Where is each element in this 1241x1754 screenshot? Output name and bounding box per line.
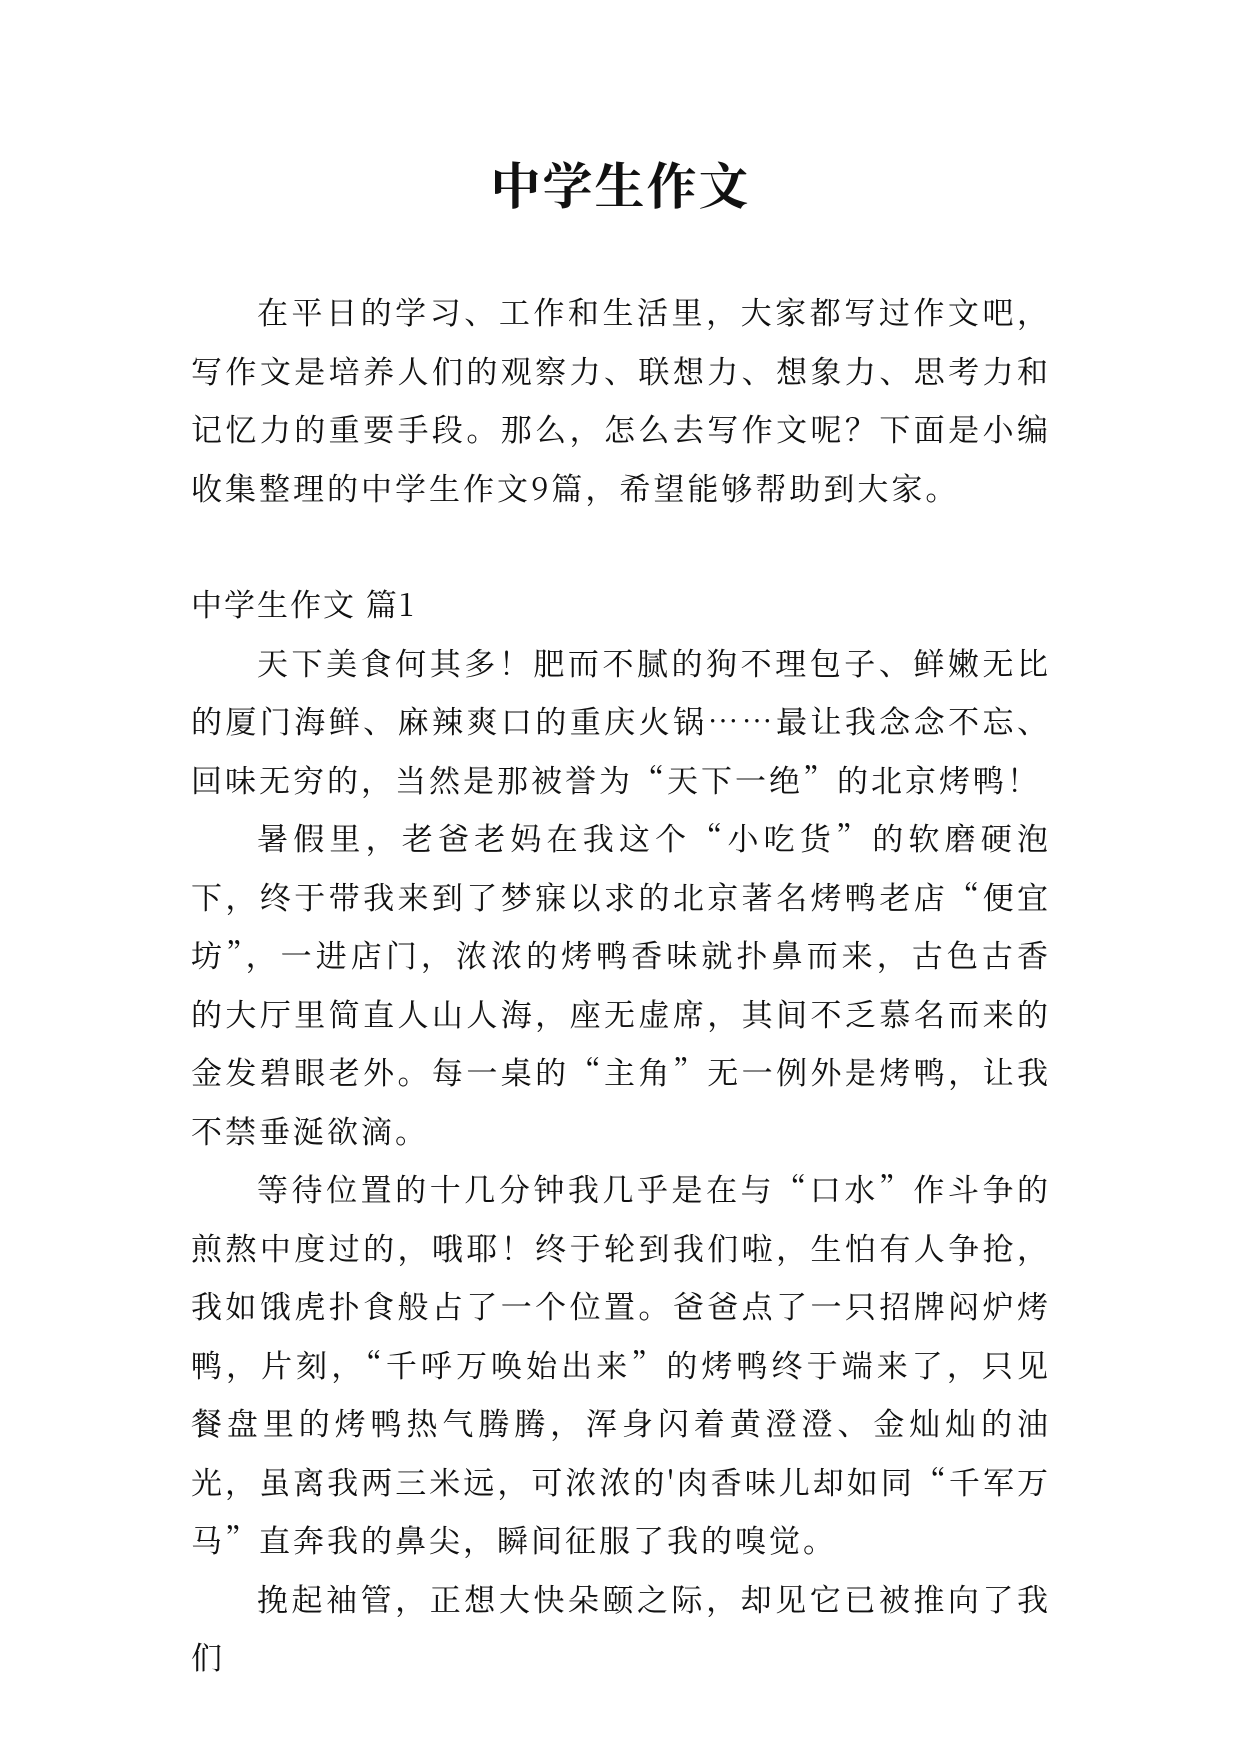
body-paragraph: 暑假里，老爸老妈在我这个“小吃货”的软磨硬泡下，终于带我来到了梦寐以求的北京著名烤鸭老店“便宜坊”，一进店门，浓浓的烤鸭香味就扑鼻而来，古色古香的大厅里简直人山人海，座无虚席，其间不乏慕名而来的金发碧眼老外。每一桌的“主角”无一例外是烤鸭，让我不禁垂涎欲滴。 — [191, 814, 1051, 1152]
body-paragraph: 天下美食何其多！肥而不腻的狗不理包子、鲜嫩无比的厦门海鲜、麻辣爽口的重庆火锅……最让我念念不忘、回味无穷的，当然是那被誉为“天下一绝”的北京烤鸭！ — [191, 638, 1051, 801]
body-paragraph: 等待位置的十几分钟我几乎是在与“口水”作斗争的煎熬中度过的，哦耶！终于轮到我们啦，生怕有人争抢，我如饿虎扑食般占了一个位置。爸爸点了一只招牌闷炉烤鸭，片刻，“千呼万唤始出来”的烤鸭终于端来了，只见餐盘里的烤鸭热气腾腾，浑身闪着黄澄澄、金灿灿的油光，虽离我两三米远，可浓浓的'肉香味儿却如同“千军万马”直奔我的鼻尖，瞬间征服了我的嗅觉。 — [191, 1165, 1051, 1561]
section-heading: 中学生作文 篇1 — [191, 580, 416, 625]
page-title: 中学生作文 — [490, 147, 751, 219]
body-paragraph: 挽起袖管，正想大快朵颐之际，却见它已被推向了我们 — [191, 1574, 1051, 1678]
intro-paragraph: 在平日的学习、工作和生活里，大家都写过作文吧，写作文是培养人们的观察力、联想力、想象力、思考力和记忆力的重要手段。那么，怎么去写作文呢？下面是小编收集整理的中学生作文9篇，希望能够帮助到大家。 — [191, 288, 1051, 509]
document-body — [191, 282, 1051, 1686]
